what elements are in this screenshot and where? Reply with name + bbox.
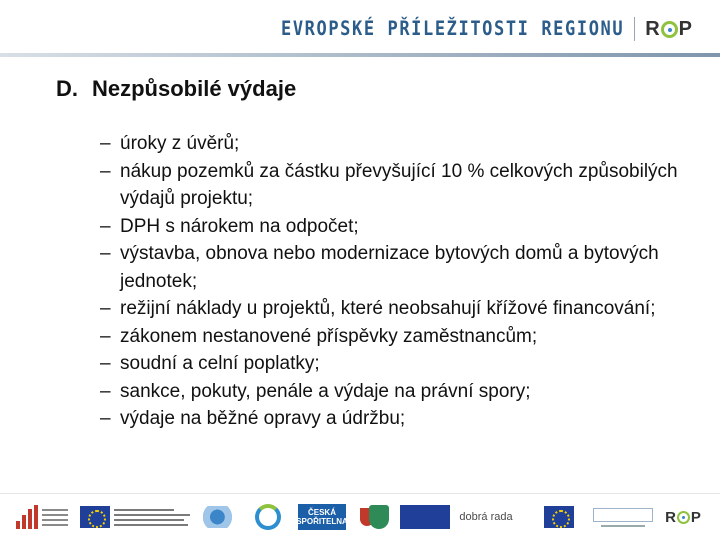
list-dash: – bbox=[100, 353, 111, 374]
list-dash: – bbox=[100, 215, 111, 237]
list-item bbox=[100, 295, 700, 323]
footer-logo-strip bbox=[0, 493, 720, 540]
list-item-text: DPH s nárokem na odpočet; bbox=[120, 215, 359, 237]
list-item-text: výdaje na běžné opravy a údržbu; bbox=[120, 408, 406, 429]
list-item bbox=[100, 405, 700, 433]
programme-logo bbox=[12, 502, 72, 532]
eu-flag-icon bbox=[80, 506, 110, 528]
ineligible-costs-list bbox=[100, 130, 700, 433]
brand-title: EVROPSKÉ PŘÍLEŽITOSTI REGIONU bbox=[280, 17, 625, 41]
bar-chart-logo-icon bbox=[16, 505, 38, 529]
erop-logo-box bbox=[593, 508, 653, 522]
list-item-text: soudní a celní poplatky; bbox=[120, 353, 320, 374]
list-dash: – bbox=[100, 325, 111, 347]
list-item bbox=[100, 130, 700, 158]
list-dash: – bbox=[100, 380, 111, 402]
list-dash: – bbox=[100, 243, 111, 264]
region-map-logo bbox=[198, 502, 244, 532]
logo-text-lines bbox=[42, 509, 68, 526]
rop-logo-letter-r: R bbox=[645, 17, 660, 40]
list-dash: – bbox=[100, 133, 111, 154]
title-text: Nezpůsobilé výdaje bbox=[92, 76, 297, 101]
rop-logo-ring-icon bbox=[661, 21, 678, 38]
list-dash: – bbox=[100, 160, 111, 182]
eu-flag-icon bbox=[544, 506, 574, 528]
ceska-sporitelna-logo bbox=[298, 504, 346, 530]
list-dash: – bbox=[100, 408, 111, 429]
crest-logo bbox=[364, 502, 394, 532]
list-item-text: nákup pozemků za částku převyšující 10 % celkových způsobilých výdajů projektu; bbox=[120, 160, 678, 209]
header-rule bbox=[0, 53, 720, 57]
erop-logo bbox=[592, 502, 654, 532]
rop-logo-letter-p: P bbox=[678, 17, 692, 40]
fund-text-logo bbox=[114, 502, 194, 532]
rop-small-letter-r: R bbox=[665, 508, 676, 526]
rop-small-letter-p: P bbox=[690, 508, 701, 526]
section-letter: D. bbox=[56, 76, 78, 101]
list-item bbox=[100, 240, 700, 295]
ring-icon bbox=[255, 504, 281, 530]
rop-logo bbox=[645, 18, 692, 41]
cs-logo-line1: ČESKÁ bbox=[307, 508, 336, 517]
ring-logo bbox=[250, 502, 286, 532]
header-brand bbox=[281, 14, 692, 44]
brand-divider bbox=[634, 17, 635, 41]
list-item-text: výstavba, obnova nebo modernizace bytových domů a bytových jednotek; bbox=[120, 243, 659, 292]
list-item bbox=[100, 350, 700, 378]
rop-logo-small bbox=[665, 509, 701, 526]
eu-flag-logo bbox=[78, 502, 112, 532]
list-dash: – bbox=[100, 298, 111, 319]
list-item bbox=[100, 323, 700, 351]
list-item-text: režijní náklady u projektů, které neobsahují křížové financování; bbox=[120, 298, 656, 319]
cs-logo-line2: SPOŘITELNA bbox=[296, 517, 348, 526]
blue-banner-logo bbox=[400, 505, 450, 529]
page-title bbox=[56, 76, 296, 102]
list-item-text: zákonem nestanovené příspěvky zaměstnancům; bbox=[120, 325, 538, 347]
list-item bbox=[100, 158, 700, 213]
rop-small-ring-icon bbox=[677, 511, 690, 524]
map-icon bbox=[203, 506, 239, 528]
rop-footer-logo bbox=[660, 502, 706, 532]
list-item bbox=[100, 378, 700, 406]
eu-flag-logo-2 bbox=[542, 502, 576, 532]
list-item-text: sankce, pokuty, penále a výdaje na právní spory; bbox=[120, 380, 531, 402]
list-item-text: úroky z úvěrů; bbox=[120, 133, 240, 154]
crest-icon bbox=[369, 505, 389, 529]
dobra-rada-logo: dobrá rada bbox=[459, 511, 513, 523]
list-item bbox=[100, 213, 700, 241]
